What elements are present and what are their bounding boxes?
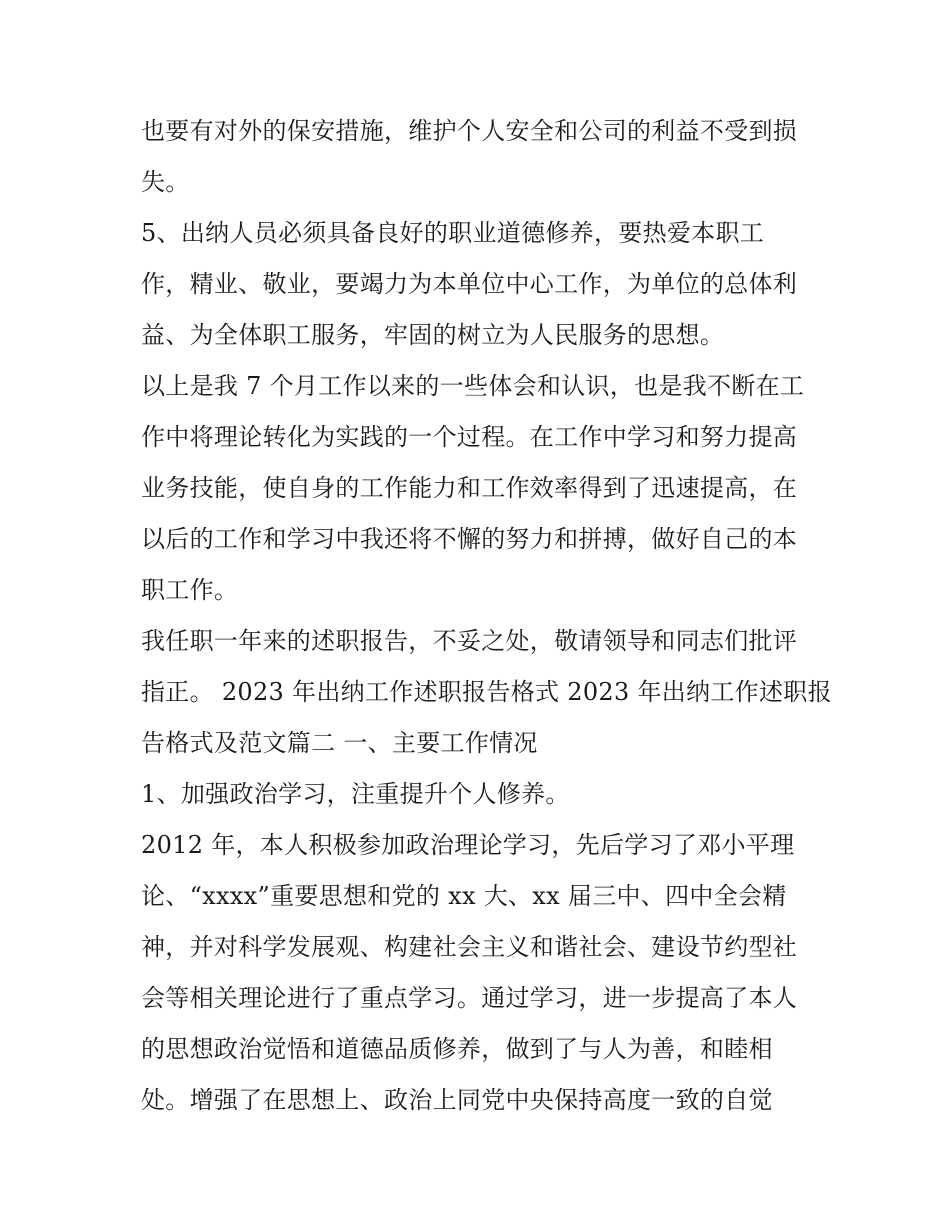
text-line: 2012 年，本人积极参加政治理论学习，先后学习了邓小平理 xyxy=(141,831,795,859)
text-line: 处。增强了在思想上、政治上同党中央保持高度一致的自觉 xyxy=(141,1086,773,1114)
text-line: 以上是我 7 个月工作以来的一些体会和认识，也是我不断在工 xyxy=(141,372,805,400)
text-line: 也要有对外的保安措施，维护个人安全和公司的利益不受到损 xyxy=(141,117,798,145)
document-body xyxy=(141,106,832,1126)
text-line: 会等相关理论进行了重点学习。通过学习，进一步提高了本人 xyxy=(141,984,798,1012)
text-line: 告格式及范文篇二 一、主要工作情况 xyxy=(141,729,538,757)
text-line: 失。 xyxy=(141,168,190,196)
text-line: 5、出纳人员必须具备良好的职业道德修养，要热爱本职工 xyxy=(141,219,765,247)
text-line: 职工作。 xyxy=(141,576,239,604)
text-line: 神，并对科学发展观、构建社会主义和谐社会、建设节约型社 xyxy=(141,933,798,961)
text-line: 论、“xxxx”重要思想和党的 xx 大、xx 届三中、四中全会精 xyxy=(141,882,787,910)
text-line: 作，精业、敬业，要竭力为本单位中心工作，为单位的总体利 xyxy=(141,270,798,298)
text-line: 以后的工作和学习中我还将不懈的努力和拼搏，做好自己的本 xyxy=(141,525,798,553)
text-line: 益、为全体职工服务，牢固的树立为人民服务的思想。 xyxy=(141,321,725,349)
text-line: 我任职一年来的述职报告，不妥之处，敬请领导和同志们批评 xyxy=(141,627,798,655)
text-line: 指正。 2023 年出纳工作述职报告格式 2023 年出纳工作述职报 xyxy=(141,678,832,706)
text-line: 的思想政治觉悟和道德品质修养，做到了与人为善，和睦相 xyxy=(141,1035,773,1063)
text-line: 业务技能，使自身的工作能力和工作效率得到了迅速提高，在 xyxy=(141,474,798,502)
text-line: 作中将理论转化为实践的一个过程。在工作中学习和努力提高 xyxy=(141,423,798,451)
text-line: 1、加强政治学习，注重提升个人修养。 xyxy=(141,780,570,808)
